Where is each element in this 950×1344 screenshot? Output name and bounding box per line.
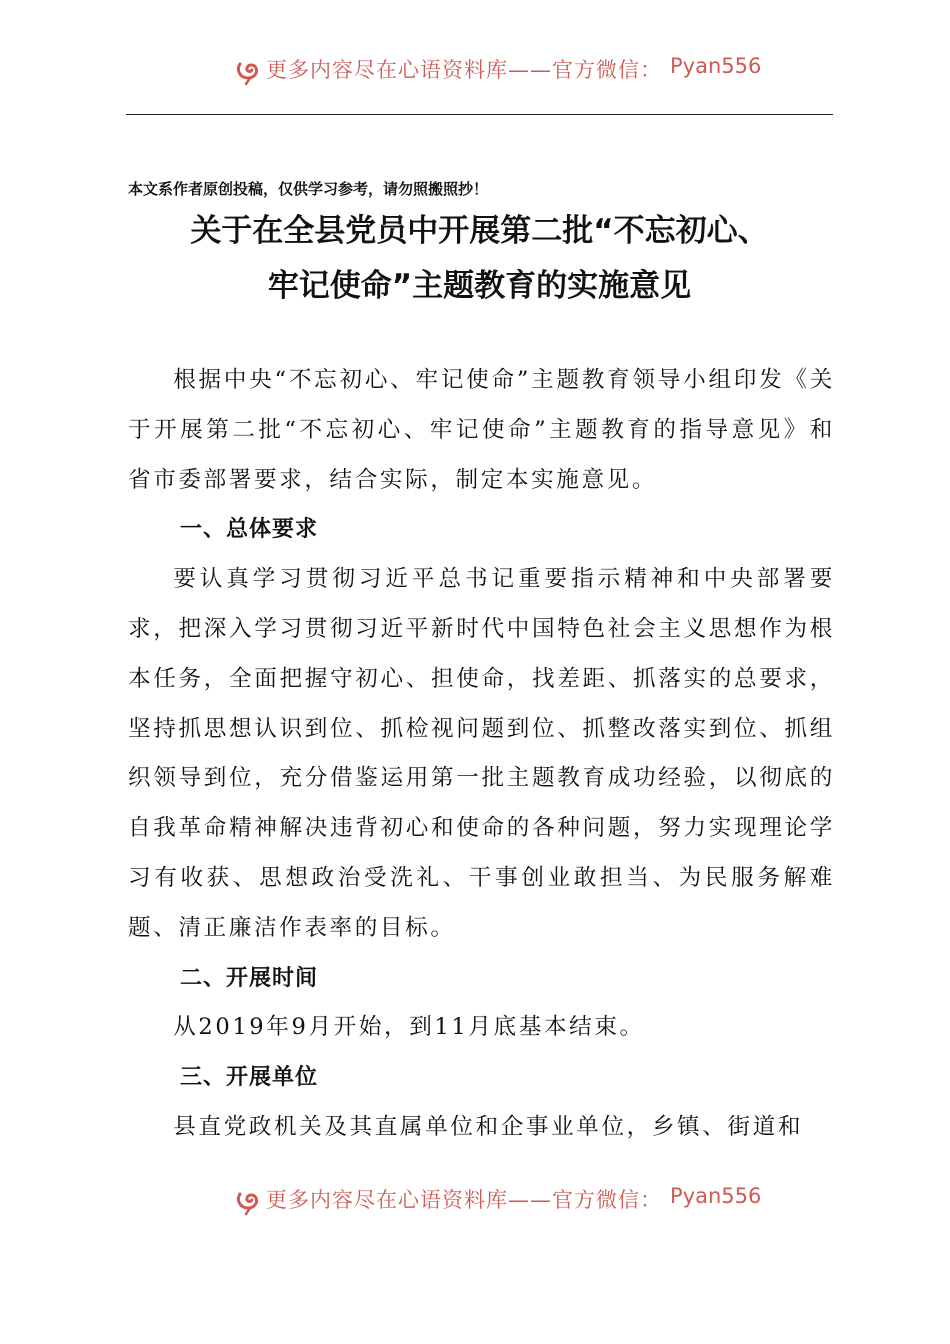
- watermark-text: 更多内容尽在心语资料库——官方微信：: [266, 1188, 662, 1212]
- watermark-id: Pyan556: [670, 54, 762, 78]
- watermark-id: Pyan556: [670, 1184, 762, 1208]
- author-note: 本文系作者原创投稿，仅供学习参考，请勿照搬照抄！: [128, 180, 489, 198]
- document-body: [128, 356, 835, 1153]
- title-line-2: 牢记使命”主题教育的实施意见: [267, 268, 692, 304]
- document-title: [126, 204, 833, 314]
- section-text-1: 要认真学习贯彻习近平总书记重要指示精神和中央部署要求，把深入学习贯彻习近平新时代中国特色社会主义思想作为根本任务，全面把握守初心、担使命，找差距、抓落实的总要求，坚持抓思想认识到位、抓检视问题到位、抓整改落实到位、抓组织领导到位，充分借鉴运用第一批主题教育成功经验，以彻底的自我革命精神解决违背初心和使命的各种问题，努力实现理论学习有收获、思想政治受洗礼、干事创业敢担当、为民服务解难题、清正廉洁作表率的目标。: [128, 566, 835, 941]
- intro-paragraph: 根据中央“不忘初心、牢记使命”主题教育领导小组印发《关于开展第二批“不忘初心、牢记使命”主题教育的指导意见》和省市委部署要求，结合实际，制定本实施意见。: [128, 367, 835, 493]
- section-text-3: 县直党政机关及其直属单位和企事业单位，乡镇、街道和: [173, 1113, 804, 1140]
- heart-swirl-logo-icon: [234, 1186, 264, 1216]
- section-heading-3: 三、开展单位: [180, 1065, 319, 1091]
- footer-watermark: [0, 1182, 950, 1222]
- section-text-2: 从2019年9月开始，到11月底基本结束。: [173, 1014, 645, 1041]
- watermark-text: 更多内容尽在心语资料库——官方微信：: [266, 58, 662, 82]
- heart-swirl-logo-icon: [234, 56, 264, 86]
- section-heading-2: 二、开展时间: [180, 965, 319, 991]
- header-rule: [126, 114, 833, 115]
- title-line-1: 关于在全县党员中开展第二批“不忘初心、: [190, 213, 769, 249]
- section-heading-1: 一、总体要求: [180, 517, 319, 543]
- header-watermark: [0, 52, 950, 92]
